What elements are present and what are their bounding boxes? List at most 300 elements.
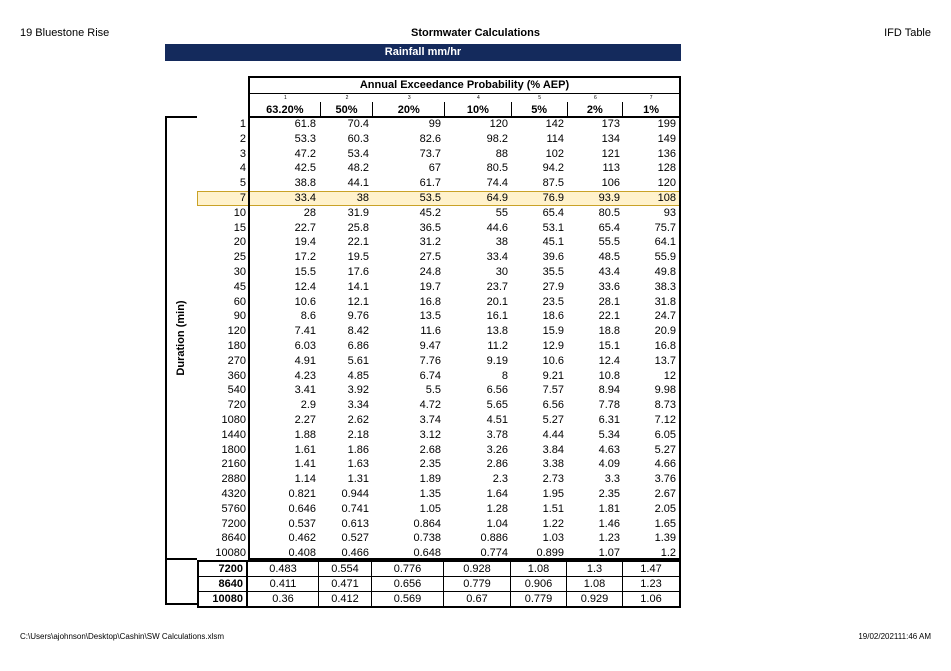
intensity-cell[interactable]: 0.944	[341, 487, 369, 500]
intensity-cell[interactable]: 7.41	[294, 325, 316, 338]
table-row	[197, 413, 681, 428]
intensity-cell[interactable]: 24.7	[654, 310, 676, 323]
intensity-cell[interactable]: 4.09	[598, 458, 620, 471]
aep-label-cell: 50%	[321, 102, 374, 118]
intensity-cell[interactable]: 48.5	[598, 251, 620, 264]
intensity-cell[interactable]: 0.899	[536, 547, 564, 560]
intensity-cell[interactable]: 3.74	[419, 413, 441, 426]
table-row	[197, 428, 681, 443]
intensity-cell[interactable]: 38.8	[294, 177, 316, 190]
intensity-cell[interactable]: 1.65	[654, 517, 676, 530]
intensity-cell[interactable]: 1.64	[486, 487, 508, 500]
intensity-cell[interactable]: 0.462	[288, 532, 316, 545]
duration-cell: 8640	[221, 532, 246, 545]
intensity-cell[interactable]: 6.31	[598, 413, 620, 426]
table-row	[197, 161, 681, 176]
intensity-cell[interactable]: 0.738	[413, 532, 441, 545]
table-row	[197, 221, 681, 236]
aep-index-cell: 6	[593, 95, 597, 101]
intensity-cell[interactable]: 15.9	[542, 325, 564, 338]
summary-intensity-cell[interactable]: 1.08	[567, 577, 623, 591]
duration-cell: 15	[233, 221, 246, 234]
summary-intensity-cell[interactable]: 0.928	[444, 562, 511, 576]
intensity-cell[interactable]: 2.18	[347, 428, 369, 441]
intensity-cell[interactable]: 47.2	[294, 147, 316, 160]
intensity-cell[interactable]: 18.8	[598, 325, 620, 338]
intensity-cell[interactable]: 134	[601, 132, 620, 145]
intensity-cell[interactable]: 94.2	[542, 162, 564, 175]
bottom-left-border	[165, 560, 199, 605]
intensity-cell[interactable]: 149	[657, 132, 676, 145]
intensity-cell[interactable]: 6.74	[419, 369, 441, 382]
intensity-cell[interactable]: 7.57	[542, 384, 564, 397]
intensity-cell[interactable]: 53.3	[294, 132, 316, 145]
intensity-cell[interactable]: 3.92	[347, 384, 369, 397]
intensity-cell[interactable]: 199	[657, 118, 676, 130]
intensity-cell[interactable]: 12.1	[347, 295, 369, 308]
intensity-cell[interactable]: 121	[601, 147, 620, 160]
intensity-cell[interactable]: 6.56	[542, 399, 564, 412]
duration-cell: 360	[227, 369, 246, 382]
intensity-cell[interactable]: 128	[657, 162, 676, 175]
intensity-cell[interactable]: 6.86	[347, 339, 369, 352]
table-row	[197, 369, 681, 384]
intensity-cell[interactable]: 55.9	[654, 251, 676, 264]
intensity-cell[interactable]: 108	[657, 191, 676, 204]
intensity-cell[interactable]: 45.2	[419, 206, 441, 219]
table-row	[197, 472, 681, 487]
intensity-cell[interactable]: 38.3	[654, 280, 676, 293]
intensity-cell[interactable]: 5.27	[542, 413, 564, 426]
table-row	[197, 265, 681, 280]
table-row	[197, 531, 681, 546]
summary-intensity-cell[interactable]: 0.779	[511, 592, 567, 606]
intensity-cell[interactable]: 0.466	[341, 547, 369, 560]
header-sheet-name: IFD Table	[884, 27, 931, 39]
table-row	[197, 176, 681, 191]
summary-intensity-cell[interactable]: 1.08	[511, 562, 567, 576]
table-row	[197, 354, 681, 369]
aep-index-cell: 5	[538, 95, 542, 101]
intensity-cell[interactable]: 4.91	[294, 354, 316, 367]
intensity-cell[interactable]: 106	[601, 177, 620, 190]
intensity-cell[interactable]: 0.821	[288, 487, 316, 500]
table-row	[197, 147, 681, 162]
intensity-cell[interactable]: 8.6	[300, 310, 316, 323]
intensity-cell[interactable]: 75.7	[654, 221, 676, 234]
intensity-cell[interactable]: 1.23	[598, 532, 620, 545]
intensity-cell[interactable]: 31.8	[654, 295, 676, 308]
intensity-cell[interactable]: 5.61	[347, 354, 369, 367]
intensity-cell[interactable]: 15.1	[598, 339, 620, 352]
summary-intensity-cell[interactable]: 0.554	[319, 562, 372, 576]
intensity-cell[interactable]: 11.6	[420, 325, 441, 338]
intensity-cell[interactable]: 2.27	[294, 413, 316, 426]
intensity-cell[interactable]: 8.42	[347, 325, 369, 338]
intensity-cell[interactable]: 28	[303, 206, 316, 219]
intensity-cell[interactable]: 31.2	[419, 236, 441, 249]
intensity-cell[interactable]: 1.41	[294, 458, 316, 471]
intensity-cell[interactable]: 61.7	[419, 177, 441, 190]
table-row	[197, 250, 681, 265]
duration-cell: 10080	[215, 547, 246, 560]
summary-intensity-cell[interactable]: 0.906	[511, 577, 567, 591]
intensity-cell[interactable]: 80.5	[486, 162, 508, 175]
summary-intensity-cell[interactable]: 0.412	[319, 592, 372, 606]
table-row	[197, 132, 681, 147]
intensity-cell[interactable]: 24.8	[419, 265, 441, 278]
summary-intensity-cell[interactable]: 0.779	[444, 577, 511, 591]
intensity-cell[interactable]: 9.19	[486, 354, 508, 367]
duration-cell: 25	[233, 251, 246, 264]
intensity-cell[interactable]: 42.5	[294, 162, 316, 175]
intensity-cell[interactable]: 10.6	[294, 295, 316, 308]
intensity-cell[interactable]: 0.886	[480, 532, 508, 545]
duration-cell: 1	[239, 118, 246, 130]
summary-intensity-cell[interactable]: 1.47	[640, 563, 662, 575]
duration-cell: 90	[233, 310, 246, 323]
intensity-cell[interactable]: 25.8	[347, 221, 369, 234]
intensity-cell[interactable]: 82.6	[419, 132, 441, 145]
intensity-cell[interactable]: 6.56	[486, 384, 508, 397]
intensity-cell[interactable]: 2.73	[542, 473, 564, 486]
intensity-cell[interactable]: 2.3	[492, 473, 508, 486]
intensity-cell[interactable]: 98.2	[486, 132, 508, 145]
intensity-cell[interactable]: 18.6	[542, 310, 564, 323]
summary-intensity-cell[interactable]: 1.3	[567, 562, 623, 576]
intensity-cell[interactable]: 19.5	[347, 251, 369, 264]
intensity-cell[interactable]: 39.6	[542, 251, 564, 264]
intensity-cell[interactable]: 1.05	[419, 502, 441, 515]
intensity-cell[interactable]: 13.7	[654, 354, 676, 367]
intensity-cell[interactable]: 73.7	[419, 147, 441, 160]
intensity-cell[interactable]: 45.1	[542, 236, 564, 249]
intensity-cell[interactable]: 7.76	[419, 354, 441, 367]
intensity-cell[interactable]: 4.72	[419, 399, 441, 412]
intensity-cell[interactable]: 14.1	[347, 280, 369, 293]
intensity-cell[interactable]: 8.94	[598, 384, 620, 397]
intensity-cell[interactable]: 0.774	[480, 547, 508, 560]
table-row	[197, 398, 681, 413]
intensity-cell[interactable]: 3.3	[604, 473, 620, 486]
intensity-cell[interactable]: 12.4	[598, 354, 620, 367]
intensity-cell[interactable]: 114	[546, 132, 564, 145]
summary-intensity-cell[interactable]: 0.569	[372, 592, 444, 606]
intensity-cell[interactable]: 5.65	[486, 399, 508, 412]
intensity-cell[interactable]: 70.4	[347, 118, 369, 130]
intensity-cell[interactable]: 2.62	[347, 413, 369, 426]
intensity-cell[interactable]: 0.648	[413, 547, 441, 560]
intensity-cell[interactable]: 1.61	[294, 443, 316, 456]
duration-cell: 5760	[221, 502, 246, 515]
intensity-cell[interactable]: 3.78	[486, 428, 508, 441]
footer-datetime: 19/02/202111:46 AM	[858, 632, 931, 641]
duration-cell: 3	[239, 147, 246, 160]
intensity-cell[interactable]: 1.39	[654, 532, 676, 545]
intensity-cell[interactable]: 2.67	[654, 487, 676, 500]
intensity-cell[interactable]: 1.89	[419, 473, 441, 486]
table-row	[197, 117, 681, 132]
aep-label-cell: 1%	[643, 104, 660, 116]
intensity-cell[interactable]: 1.22	[542, 517, 564, 530]
intensity-cell[interactable]: 142	[545, 118, 564, 130]
summary-intensity-cell[interactable]: 1.23	[640, 578, 662, 590]
intensity-cell[interactable]: 3.26	[486, 443, 508, 456]
intensity-cell[interactable]: 16.8	[654, 339, 676, 352]
table-row	[197, 206, 681, 221]
aep-header	[248, 76, 681, 117]
intensity-cell[interactable]: 99	[428, 118, 441, 130]
aep-title: Annual Exceedance Probability (% AEP)	[250, 78, 679, 94]
intensity-cell[interactable]: 0.864	[413, 517, 441, 530]
summary-intensity-cell[interactable]: 0.471	[319, 577, 372, 591]
intensity-cell[interactable]: 9.21	[542, 369, 564, 382]
ifd-summary-table	[197, 560, 681, 608]
table-row	[197, 383, 681, 398]
intensity-cell[interactable]: 27.5	[419, 251, 441, 264]
intensity-cell[interactable]: 0.646	[288, 502, 316, 515]
intensity-cell[interactable]: 80.5	[598, 206, 620, 219]
intensity-cell[interactable]: 38	[495, 236, 508, 249]
summary-intensity-cell[interactable]: 0.36	[248, 592, 319, 606]
intensity-cell[interactable]: 48.2	[347, 162, 369, 175]
table-row	[197, 443, 681, 458]
duration-cell: 4	[239, 162, 246, 175]
intensity-cell[interactable]: 1.46	[598, 517, 620, 530]
intensity-cell[interactable]: 1.86	[347, 443, 369, 456]
intensity-cell[interactable]: 30	[495, 265, 508, 278]
intensity-cell[interactable]: 11.2	[487, 339, 508, 352]
intensity-cell[interactable]: 15.5	[294, 265, 316, 278]
intensity-cell[interactable]: 33.4	[294, 191, 316, 204]
intensity-cell[interactable]: 33.6	[598, 280, 620, 293]
intensity-cell[interactable]: 13.5	[419, 310, 441, 323]
intensity-cell[interactable]: 44.1	[347, 177, 369, 190]
intensity-cell[interactable]: 7.12	[654, 413, 676, 426]
intensity-cell[interactable]: 120	[489, 118, 508, 130]
intensity-cell[interactable]: 113	[602, 162, 620, 175]
aep-index-cell: 3	[407, 95, 411, 101]
intensity-cell[interactable]: 4.63	[598, 443, 620, 456]
intensity-cell[interactable]: 4.66	[654, 458, 676, 471]
intensity-cell[interactable]: 61.8	[294, 118, 316, 130]
intensity-cell[interactable]: 36.5	[419, 221, 441, 234]
intensity-cell[interactable]: 2.05	[654, 502, 676, 515]
intensity-cell[interactable]: 65.4	[598, 221, 620, 234]
intensity-cell[interactable]: 2.9	[300, 399, 316, 412]
intensity-cell[interactable]: 16.8	[419, 295, 441, 308]
intensity-cell[interactable]: 12.4	[294, 280, 316, 293]
intensity-cell[interactable]: 0.527	[341, 532, 369, 545]
intensity-cell[interactable]: 8	[501, 369, 508, 382]
intensity-cell[interactable]: 1.03	[542, 532, 564, 545]
intensity-cell[interactable]: 1.35	[419, 487, 441, 500]
duration-cell: 60	[233, 295, 246, 308]
intensity-cell[interactable]: 19.4	[294, 236, 316, 249]
summary-duration-cell: 10080	[199, 592, 248, 606]
summary-intensity-cell[interactable]: 1.06	[640, 593, 662, 605]
intensity-cell[interactable]: 1.31	[347, 473, 369, 486]
intensity-cell[interactable]: 64.9	[486, 191, 508, 204]
intensity-cell[interactable]: 76.9	[542, 191, 564, 204]
aep-index-cell: 4	[477, 95, 480, 101]
intensity-cell[interactable]: 64.1	[654, 236, 676, 249]
aep-index-row	[250, 94, 679, 102]
intensity-cell[interactable]: 12	[663, 369, 676, 382]
intensity-cell[interactable]: 1.28	[486, 502, 508, 515]
intensity-cell[interactable]: 55	[495, 206, 508, 219]
intensity-cell[interactable]: 1.04	[486, 517, 508, 530]
intensity-cell[interactable]: 12.9	[542, 339, 564, 352]
intensity-cell[interactable]: 3.12	[419, 428, 441, 441]
ifd-table-body	[197, 117, 681, 561]
intensity-cell[interactable]: 67	[428, 162, 441, 175]
duration-cell: 5	[239, 177, 246, 190]
table-row	[197, 280, 681, 295]
aep-index-cell: 2	[345, 95, 349, 101]
summary-intensity-cell[interactable]: 0.483	[248, 562, 319, 576]
intensity-cell[interactable]: 4.23	[294, 369, 316, 382]
intensity-cell[interactable]: 17.6	[347, 265, 369, 278]
intensity-cell[interactable]: 3.84	[542, 443, 564, 456]
intensity-cell[interactable]: 1.81	[598, 502, 620, 515]
duration-cell: 45	[233, 280, 246, 293]
intensity-cell[interactable]: 5.34	[598, 428, 620, 441]
duration-cell: 4320	[221, 487, 246, 500]
intensity-cell[interactable]: 27.9	[542, 280, 564, 293]
intensity-cell[interactable]: 1.95	[542, 487, 564, 500]
aep-index-cell: 1	[283, 95, 287, 101]
intensity-cell[interactable]: 6.05	[654, 428, 676, 441]
intensity-cell[interactable]: 74.4	[486, 177, 508, 190]
intensity-cell[interactable]: 65.4	[542, 206, 564, 219]
intensity-cell[interactable]: 3.76	[654, 473, 676, 486]
duration-cell: 2880	[221, 473, 246, 486]
intensity-cell[interactable]: 16.1	[486, 310, 508, 323]
intensity-cell[interactable]: 1.88	[294, 428, 316, 441]
intensity-cell[interactable]: 53.4	[347, 147, 369, 160]
table-row	[197, 235, 681, 250]
intensity-cell[interactable]: 0.537	[288, 517, 316, 530]
intensity-cell[interactable]: 55.5	[598, 236, 620, 249]
table-row	[197, 309, 681, 324]
duration-cell: 120	[227, 325, 246, 338]
intensity-cell[interactable]: 4.85	[347, 369, 369, 382]
intensity-cell[interactable]: 20.9	[654, 325, 676, 338]
intensity-cell[interactable]: 1.2	[660, 547, 676, 560]
intensity-cell[interactable]: 5.5	[425, 384, 441, 397]
intensity-cell[interactable]: 3.34	[347, 399, 369, 412]
intensity-cell[interactable]: 2.35	[419, 458, 441, 471]
intensity-cell[interactable]: 53.5	[419, 191, 441, 204]
intensity-cell[interactable]: 53.1	[542, 221, 564, 234]
aep-label-row	[250, 102, 679, 118]
intensity-cell[interactable]: 1.14	[294, 473, 316, 486]
duration-cell: 30	[233, 265, 246, 278]
duration-cell: 20	[233, 236, 246, 249]
summary-row	[199, 577, 679, 592]
intensity-cell[interactable]: 1.07	[598, 547, 620, 560]
summary-duration-cell: 7200	[199, 562, 248, 576]
duration-cell: 1440	[221, 428, 246, 441]
table-row	[197, 339, 681, 354]
intensity-cell[interactable]: 9.98	[654, 384, 676, 397]
intensity-cell[interactable]: 4.44	[542, 428, 564, 441]
intensity-cell[interactable]: 0.741	[341, 502, 369, 515]
intensity-cell[interactable]: 1.63	[347, 458, 369, 471]
intensity-cell[interactable]: 35.5	[542, 265, 564, 278]
intensity-cell[interactable]: 44.6	[486, 221, 508, 234]
intensity-cell[interactable]: 9.76	[347, 310, 369, 323]
intensity-cell[interactable]: 5.27	[654, 443, 676, 456]
intensity-cell[interactable]: 2.86	[486, 458, 508, 471]
intensity-cell[interactable]: 93	[663, 206, 676, 219]
intensity-cell[interactable]: 102	[545, 147, 564, 160]
intensity-cell[interactable]: 33.4	[486, 251, 508, 264]
intensity-cell[interactable]: 22.1	[347, 236, 369, 249]
duration-cell: 2160	[221, 458, 246, 471]
summary-row	[199, 592, 679, 606]
intensity-cell[interactable]: 120	[657, 177, 676, 190]
intensity-cell[interactable]: 43.4	[598, 265, 620, 278]
duration-cell: 1800	[221, 443, 246, 456]
footer-file-path: C:\Users\ajohnson\Desktop\Cashin\SW Calculations.xlsm	[20, 632, 225, 641]
intensity-cell[interactable]: 38	[356, 191, 369, 204]
intensity-cell[interactable]: 22.7	[294, 221, 316, 234]
intensity-cell[interactable]: 3.38	[542, 458, 564, 471]
intensity-cell[interactable]: 10.6	[542, 354, 564, 367]
intensity-cell[interactable]: 93.9	[598, 191, 620, 204]
intensity-cell[interactable]: 1.51	[542, 502, 564, 515]
summary-intensity-cell[interactable]: 0.776	[372, 562, 444, 576]
intensity-cell[interactable]: 2.35	[598, 487, 620, 500]
summary-intensity-cell[interactable]: 0.656	[372, 577, 444, 591]
intensity-cell[interactable]: 23.7	[486, 280, 508, 293]
intensity-cell[interactable]: 17.2	[294, 251, 316, 264]
summary-row	[199, 562, 679, 577]
intensity-cell[interactable]: 4.51	[486, 413, 508, 426]
intensity-cell[interactable]: 3.41	[294, 384, 316, 397]
intensity-cell[interactable]: 88	[495, 147, 508, 160]
intensity-cell[interactable]: 2.68	[419, 443, 441, 456]
summary-intensity-cell[interactable]: 0.67	[444, 592, 511, 606]
intensity-cell[interactable]: 10.8	[598, 369, 620, 382]
intensity-cell[interactable]: 6.03	[294, 339, 316, 352]
duration-cell: 270	[227, 354, 246, 367]
aep-label-cell: 2%	[568, 102, 624, 118]
intensity-cell[interactable]: 9.47	[419, 339, 441, 352]
intensity-cell[interactable]: 13.8	[486, 325, 508, 338]
intensity-cell[interactable]: 0.408	[288, 547, 316, 560]
intensity-cell[interactable]: 8.73	[654, 399, 676, 412]
intensity-cell[interactable]: 31.9	[347, 206, 369, 219]
summary-intensity-cell[interactable]: 0.411	[248, 577, 319, 591]
intensity-cell[interactable]: 23.5	[542, 295, 564, 308]
intensity-cell[interactable]: 0.613	[341, 517, 369, 530]
table-row	[197, 457, 681, 472]
intensity-cell[interactable]: 19.7	[419, 280, 441, 293]
intensity-cell[interactable]: 7.78	[598, 399, 620, 412]
intensity-cell[interactable]: 173	[601, 118, 620, 130]
intensity-cell[interactable]: 87.5	[542, 177, 564, 190]
summary-intensity-cell[interactable]: 0.929	[567, 592, 623, 606]
intensity-cell[interactable]: 22.1	[598, 310, 620, 323]
intensity-cell[interactable]: 136	[657, 147, 676, 160]
intensity-cell[interactable]: 28.1	[598, 295, 620, 308]
intensity-cell[interactable]: 20.1	[486, 295, 508, 308]
intensity-cell[interactable]: 60.3	[347, 132, 369, 145]
intensity-cell[interactable]: 49.8	[654, 265, 676, 278]
